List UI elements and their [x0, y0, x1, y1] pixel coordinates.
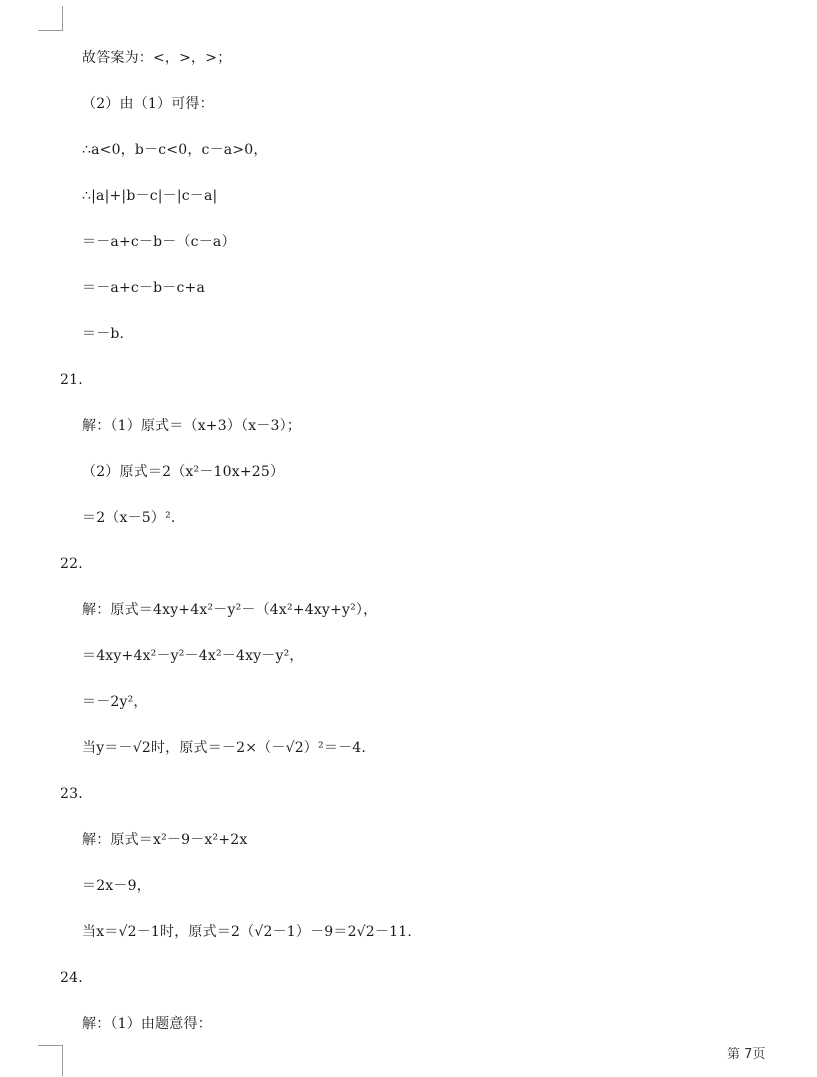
q23-step-1: 解：原式＝x²－9－x²+2x [82, 832, 248, 848]
page-number: 第 7页 [727, 1047, 766, 1062]
expand-step-1: ＝－a+c－b－（c－a） [82, 234, 236, 250]
question-number-22: 22. [60, 556, 83, 572]
crop-mark-bottom [38, 1045, 63, 1076]
q22-step-1: 解：原式＝4xy+4x²－y²－（4x²+4xy+y²）， [82, 602, 378, 618]
sign-condition-line: ∴a<0，b－c<0，c－a>0， [82, 142, 268, 158]
q24-part1-line: 解：（1）由题意得： [82, 1016, 212, 1032]
q22-step-2: ＝4xy+4x²－y²－4x²－4xy－y²， [82, 648, 304, 664]
q22-substitution-line: 当y＝－√2时，原式＝－2×（－√2）²＝－4. [82, 740, 366, 756]
question-number-24: 24. [60, 970, 83, 986]
q21-part1-line: 解：（1）原式＝（x+3）（x－3）； [82, 418, 302, 434]
abs-expression-line: ∴|a|+|b－c|－|c－a| [82, 188, 218, 204]
q23-step-2: ＝2x－9， [82, 878, 151, 894]
answer-summary-line: 故答案为：<，>，>； [82, 50, 232, 66]
q23-substitution-line: 当x＝√2－1时，原式＝2（√2－1）－9＝2√2－11. [82, 924, 412, 940]
part2-intro-line: （2）由（1）可得： [82, 96, 214, 112]
question-number-21: 21. [60, 372, 83, 388]
question-number-23: 23. [60, 786, 83, 802]
expand-step-2: ＝－a+c－b－c+a [82, 280, 205, 296]
q21-part2-line: （2）原式＝2（x²－10x+25） [82, 464, 285, 480]
expand-result: ＝－b. [82, 326, 125, 342]
q22-step-3: ＝－2y²， [82, 694, 148, 710]
q21-result-line: ＝2（x－5）². [82, 510, 176, 526]
crop-mark-top [38, 6, 63, 31]
